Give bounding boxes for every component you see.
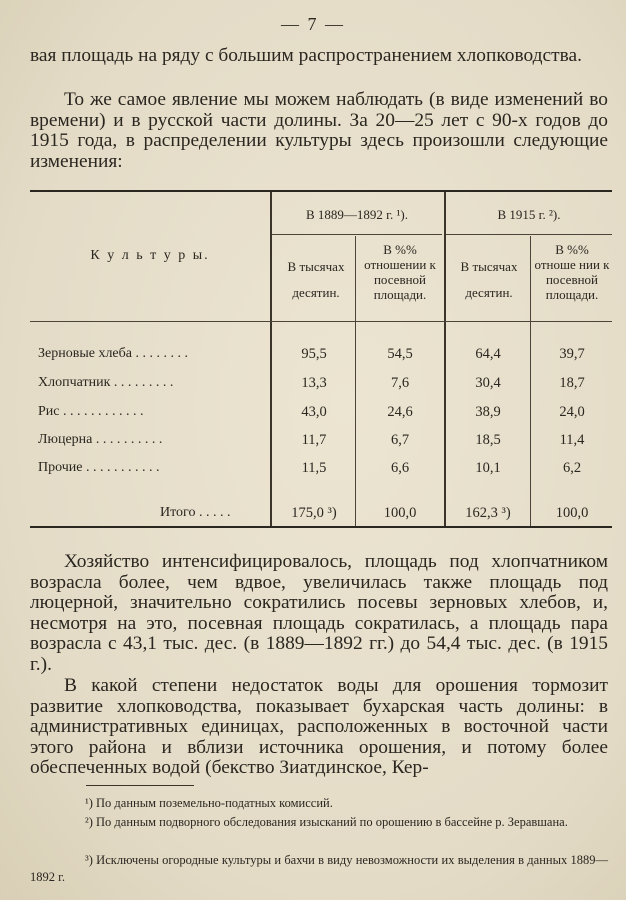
- paragraph-4-text: В какой степени недостаток воды для орошения тормозит развитие хлопководства, показывает бухарская часть долины: в административных единицах, расположенных в восточной части этого района и вблизи источника орошения, и потому более обеспеченных водой (бекство Зиатдинское, Кер-: [30, 675, 608, 778]
- table-group-rule: [272, 234, 442, 235]
- cell-value: 10,1: [475, 460, 501, 476]
- cell-value: 43,0: [301, 404, 327, 420]
- page-number: — 7 —: [281, 14, 345, 34]
- table-bottom-rule: [30, 526, 612, 528]
- paragraph-2: [30, 90, 608, 172]
- cell-value: 24,6: [387, 404, 413, 420]
- table-group-rule: [446, 234, 612, 235]
- footnote-3: [30, 852, 608, 886]
- row-label: Хлопчатник . . . . . . . . .: [38, 375, 174, 390]
- cell-value: 24,0: [559, 404, 585, 420]
- total-value: 100,0: [555, 505, 589, 521]
- cell-value: 95,5: [301, 346, 327, 362]
- cell-value: 64,4: [475, 346, 501, 362]
- cell-value: 7,6: [390, 375, 410, 391]
- paragraph-3-text: Хозяйство интенсифицировалось, площадь под хлопчатником возрасла более, чем вдвое, увеличилась также площадь под люцерной, значительно сократились посевы зерновых хлебов, и, несмотря на это, посевная площадь сократилась, а площадь пара возрасла с 43,1 тыс. дес. (в 1889—1892 гг.) до 54,4 тыс. дес. (в 1915 г.).: [30, 551, 608, 675]
- subheader-thousands-2: В тысячах десятин.: [460, 259, 518, 300]
- cell-value: 6,2: [562, 460, 582, 476]
- table-top-rule: [30, 190, 612, 192]
- cell-value: 30,4: [475, 375, 501, 391]
- footnote-1: [30, 795, 608, 812]
- cell-value: 18,7: [559, 375, 585, 391]
- footnote-3-text: ³) Исключены огородные культуры и бахчи в виду невозможности их выделения в данных 1889—1892 г.: [30, 853, 608, 884]
- paragraph-1: вая площадь на ряду с большим распространением хлопководства.: [30, 45, 582, 66]
- total-value: 100,0: [383, 505, 417, 521]
- footnote-2: [30, 814, 608, 831]
- cell-value: 6,7: [390, 432, 410, 448]
- cell-value: 11,5: [301, 460, 327, 476]
- paragraph-3: [30, 552, 608, 675]
- table-header-rule: [30, 321, 612, 322]
- row-label: Люцерна . . . . . . . . . .: [38, 432, 163, 447]
- total-label: Итого . . . . .: [160, 505, 231, 520]
- subheader-thousands-1: В тысячах десятин.: [287, 259, 345, 300]
- cell-value: 18,5: [475, 432, 501, 448]
- row-label: Зерновые хлеба . . . . . . . .: [38, 346, 188, 361]
- cell-value: 39,7: [559, 346, 585, 362]
- table-divider: [530, 236, 531, 526]
- footnote-1-text: ¹) По данным поземельно-податных комиссий.: [85, 796, 333, 810]
- column-header-crops: К у л ь т у р ы.: [90, 248, 210, 263]
- footnote-rule: [86, 785, 194, 786]
- cell-value: 6,6: [390, 460, 410, 476]
- subheader-percent-1: В %% отношении к посевной площади.: [364, 242, 436, 302]
- subheader-percent-2: В %% отноше нии к посевной площади.: [534, 242, 610, 302]
- cell-value: 13,3: [301, 375, 327, 391]
- row-label: Прочие . . . . . . . . . . .: [38, 460, 160, 475]
- total-value: 175,0 ³): [291, 505, 337, 521]
- paragraph-2-text: То же самое явление мы можем наблюдать (в виде изменений во времени) и в русской части долины. За 20—25 лет с 90-х годов до 1915 года, в распределении культуры здесь произошли следующие изменения:: [30, 89, 608, 172]
- group-header-1915: В 1915 г. ²).: [497, 207, 561, 222]
- group-header-1889: В 1889—1892 г. ¹).: [305, 207, 408, 222]
- cell-value: 11,4: [559, 432, 585, 448]
- footnote-2-text: ²) По данным подворного обследования изысканий по орошению в бассейне р. Зеравшана.: [85, 815, 568, 829]
- cell-value: 54,5: [387, 346, 413, 362]
- total-value: 162,3 ³): [465, 505, 511, 521]
- paragraph-4: [30, 676, 608, 779]
- cell-value: 11,7: [301, 432, 327, 448]
- cell-value: 38,9: [475, 404, 501, 420]
- row-label: Рис . . . . . . . . . . . .: [38, 404, 144, 419]
